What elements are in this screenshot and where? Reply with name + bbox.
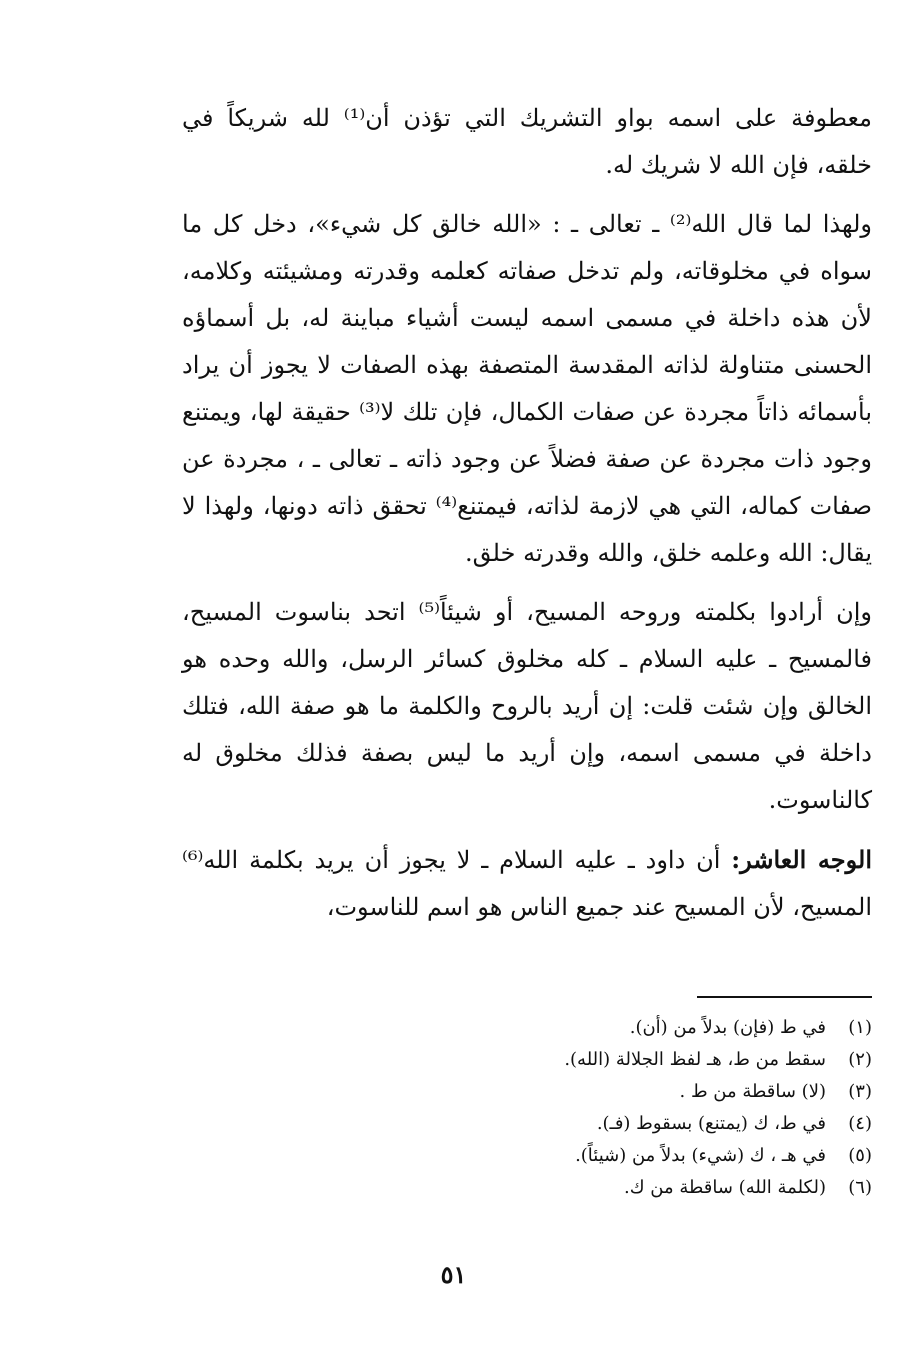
footnote-divider xyxy=(697,996,872,998)
footnotes xyxy=(182,1012,872,1204)
footnote-item xyxy=(182,1108,872,1140)
paragraph-2: ولهذا لما قال الله⁽²⁾ ـ تعالى ـ : «الله خالق كل شيء»، دخل كل ما سواه في مخلوقاته، ولم تدخل صفاته كعلمه وقدرته ومشيئته وكلامه، لأن هذه داخلة في مسمى اسمه ليست أشياء مباينة له، بل أسماؤه الحسنى متناولة لذاته المقدسة المتصفة بهذه الصفات لا يجوز أن يراد بأسمائه ذاتاً مجردة عن صفات الكمال، فإن تلك لا⁽³⁾ حقيقة لها، ويمتنع وجود ذات مجردة عن صفة فضلاً عن وجود ذاته ـ تعالى ـ ، مجردة عن صفات كماله، التي هي لازمة لذاته، فيمتنع⁽⁴⁾ تحقق ذاته دونها، ولهذا لا يقال: الله وعلمه خلق، والله وقدرته خلق. xyxy=(182,210,873,567)
footnote-number: (٥) xyxy=(848,1145,872,1166)
paragraph-1: معطوفة على اسمه بواو التشريك التي تؤذن أن⁽¹⁾ لله شريكاً في خلقه، فإن الله لا شريك له. xyxy=(182,104,872,179)
main-text xyxy=(182,95,872,931)
footnote-item xyxy=(182,1172,872,1204)
footnote-text: في هـ ، ك (شيء) بدلاً من (شيئاً). xyxy=(575,1145,826,1166)
footnote-text: في ط، ك (يمتنع) بسقوط (فـ). xyxy=(596,1113,826,1134)
footnote-item xyxy=(182,1012,872,1044)
section-heading: الوجه العاشر: xyxy=(731,845,873,874)
footnote-text: في ط (فإن) بدلاً من (أن). xyxy=(629,1017,826,1038)
footnote-item xyxy=(182,1044,872,1076)
paragraph-3: وإن أرادوا بكلمته وروحه المسيح، أو شيئاً⁽⁵⁾ اتحد بناسوت المسيح، فالمسيح ـ عليه السلام ـ كله مخلوق كسائر الرسل، والله وحده هو الخالق وإن شئت قلت: إن أريد بالروح والكلمة ما هو صفة الله، فتلك داخلة في مسمى اسمه، وإن أريد ما ليس بصفة فذلك مخلوق له كالناسوت. xyxy=(182,598,872,814)
footnote-text: (لكلمة الله) ساقطة من ك. xyxy=(624,1177,826,1198)
footnote-text: سقط من ط، هـ لفظ الجلالة (الله). xyxy=(564,1049,826,1070)
footnote-number: (٦) xyxy=(848,1177,872,1198)
footnote-item xyxy=(182,1076,872,1108)
page-number: ٥١ xyxy=(440,1260,467,1289)
footnote-number: (٤) xyxy=(848,1113,872,1134)
footnote-item xyxy=(182,1140,872,1172)
footnote-number: (٣) xyxy=(848,1081,872,1102)
paragraph-4 xyxy=(182,836,872,931)
footnote-number: (١) xyxy=(848,1017,872,1038)
footnote-number: (٢) xyxy=(848,1049,872,1070)
paragraph-4-text: أن داود ـ عليه السلام ـ لا يجوز أن يريد بكلمة الله⁽⁶⁾ المسيح، لأن المسيح عند جميع الناس هو اسم للناسوت، xyxy=(182,846,872,921)
footnote-text: (لا) ساقطة من ط . xyxy=(679,1081,826,1102)
